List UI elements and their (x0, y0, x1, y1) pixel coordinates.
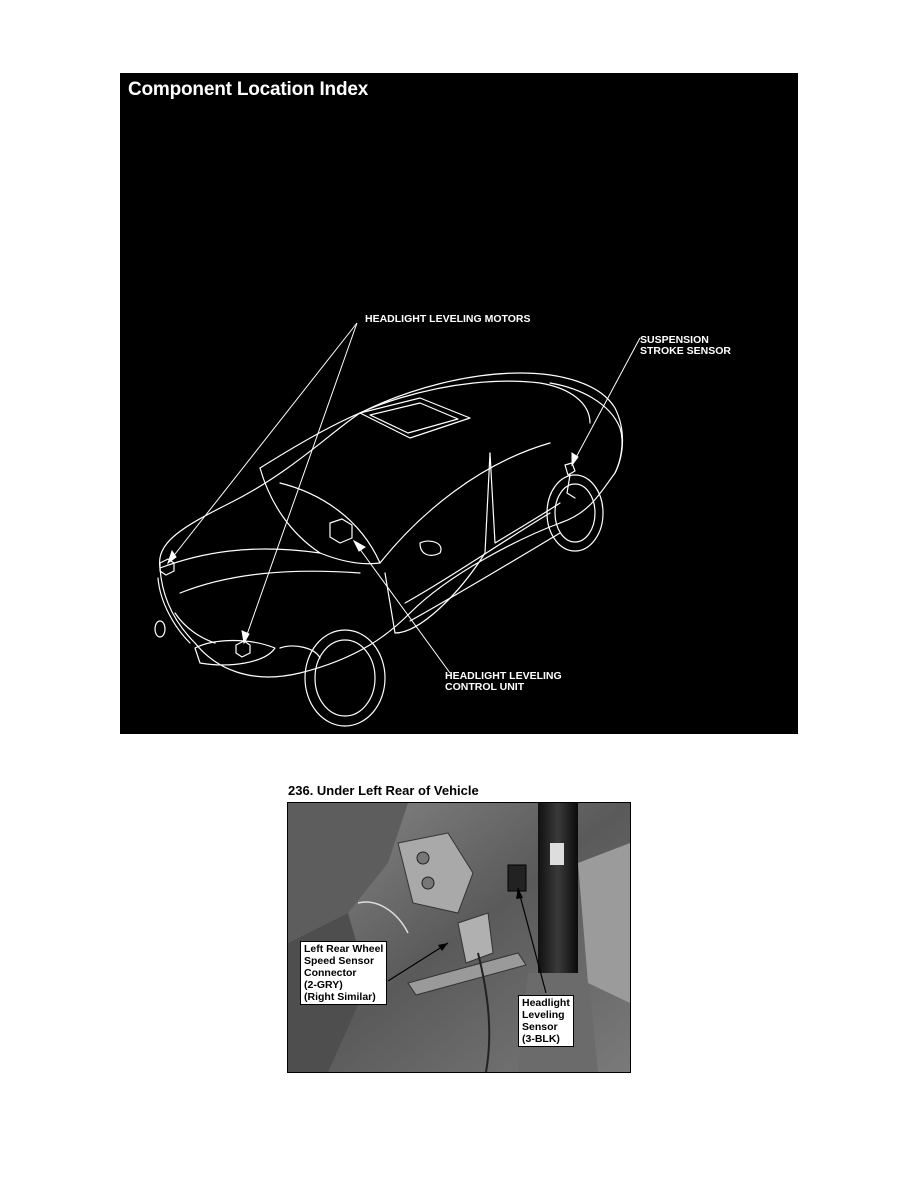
callout-headlight-leveling-control-unit: HEADLIGHT LEVELING CONTROL UNIT (445, 670, 562, 693)
underbody-photo (287, 802, 631, 1073)
photo-caption: 236. Under Left Rear of Vehicle (288, 783, 479, 798)
label-left-rear-wheel-speed-sensor: Left Rear Wheel Speed Sensor Connector (2-GRY) (Right Similar) (300, 941, 387, 1005)
car-line-drawing (120, 73, 798, 734)
callout-suspension-stroke-sensor: SUSPENSION STROKE SENSOR (640, 334, 732, 357)
figure-title: Component Location Index (128, 79, 369, 100)
component-location-figure (120, 73, 798, 734)
callout-headlight-leveling-motors: HEADLIGHT LEVELING MOTORS (365, 313, 531, 325)
underbody-photo-drawing (288, 803, 630, 1072)
label-headlight-leveling-sensor: Headlight Leveling Sensor (3-BLK) (518, 995, 574, 1047)
